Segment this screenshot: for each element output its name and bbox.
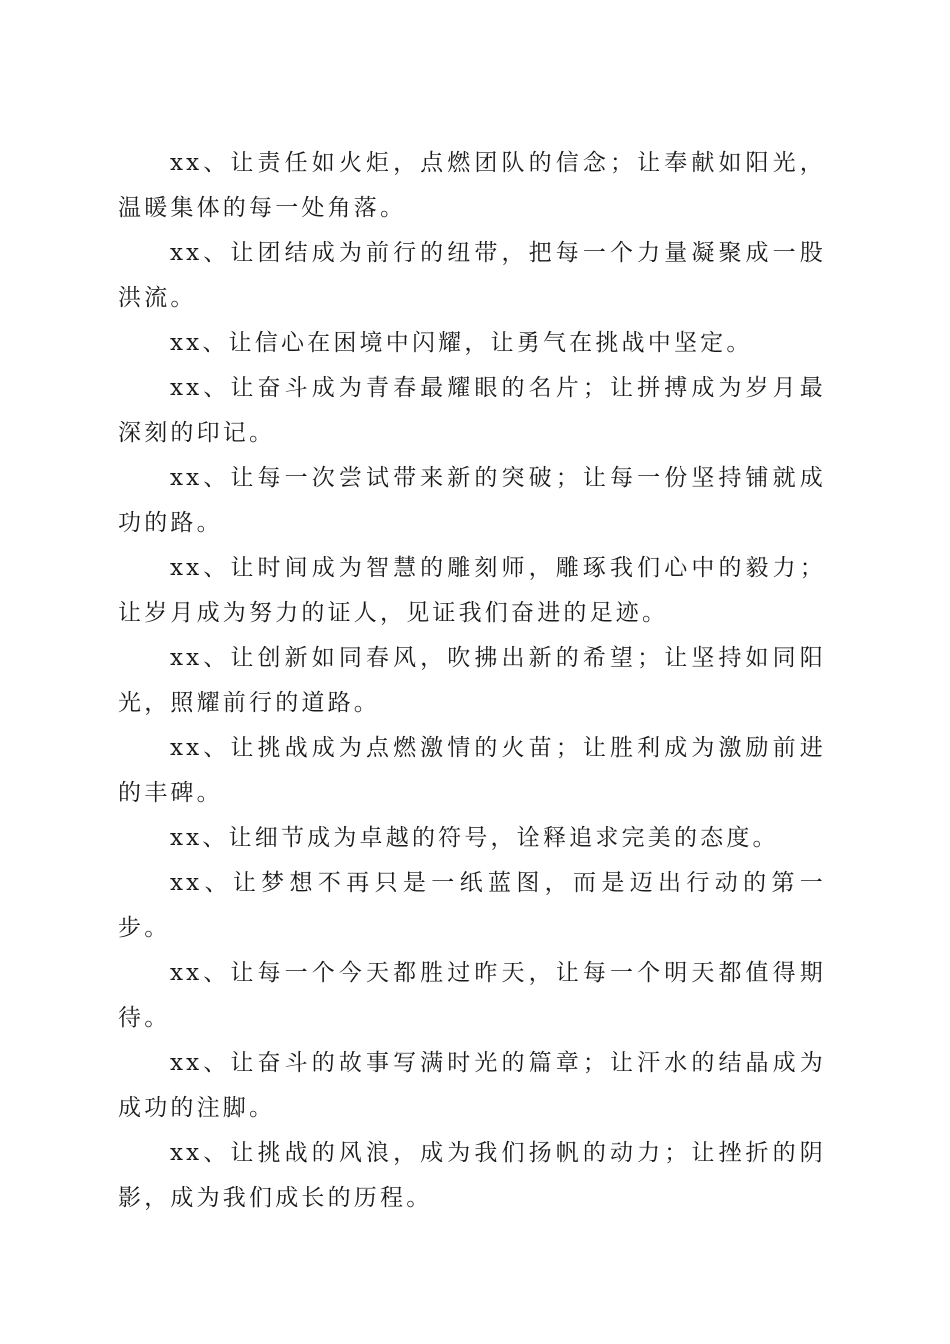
document-body xyxy=(118,141,826,1221)
paragraph: xx、让细节成为卓越的符号，诠释追求完美的态度。 xyxy=(170,825,779,851)
paragraph: xx、让奋斗成为青春最耀眼的名片；让拼搏成为岁月最深刻的印记。 xyxy=(118,375,826,446)
paragraph: xx、让每一个今天都胜过昨天，让每一个明天都值得期待。 xyxy=(118,960,826,1031)
paragraph: xx、让时间成为智慧的雕刻师，雕琢我们心中的毅力；让岁月成为努力的证人，见证我们奋进的足迹。 xyxy=(118,555,826,626)
paragraph: xx、让信心在困境中闪耀，让勇气在挑战中坚定。 xyxy=(170,330,753,356)
paragraph: xx、让挑战的风浪，成为我们扬帆的动力；让挫折的阴影，成为我们成长的历程。 xyxy=(118,1140,826,1211)
paragraph: xx、让奋斗的故事写满时光的篇章；让汗水的结晶成为成功的注脚。 xyxy=(118,1050,826,1121)
paragraph: xx、让团结成为前行的纽带，把每一个力量凝聚成一股洪流。 xyxy=(118,240,826,311)
paragraph: xx、让每一次尝试带来新的突破；让每一份坚持铺就成功的路。 xyxy=(118,465,826,536)
paragraph: xx、让责任如火炬，点燃团队的信念；让奉献如阳光，温暖集体的每一处角落。 xyxy=(118,150,826,221)
paragraph: xx、让梦想不再只是一纸蓝图，而是迈出行动的第一步。 xyxy=(118,870,826,941)
paragraph: xx、让创新如同春风，吹拂出新的希望；让坚持如同阳光，照耀前行的道路。 xyxy=(118,645,826,716)
paragraph: xx、让挑战成为点燃激情的火苗；让胜利成为激励前进的丰碑。 xyxy=(118,735,826,806)
